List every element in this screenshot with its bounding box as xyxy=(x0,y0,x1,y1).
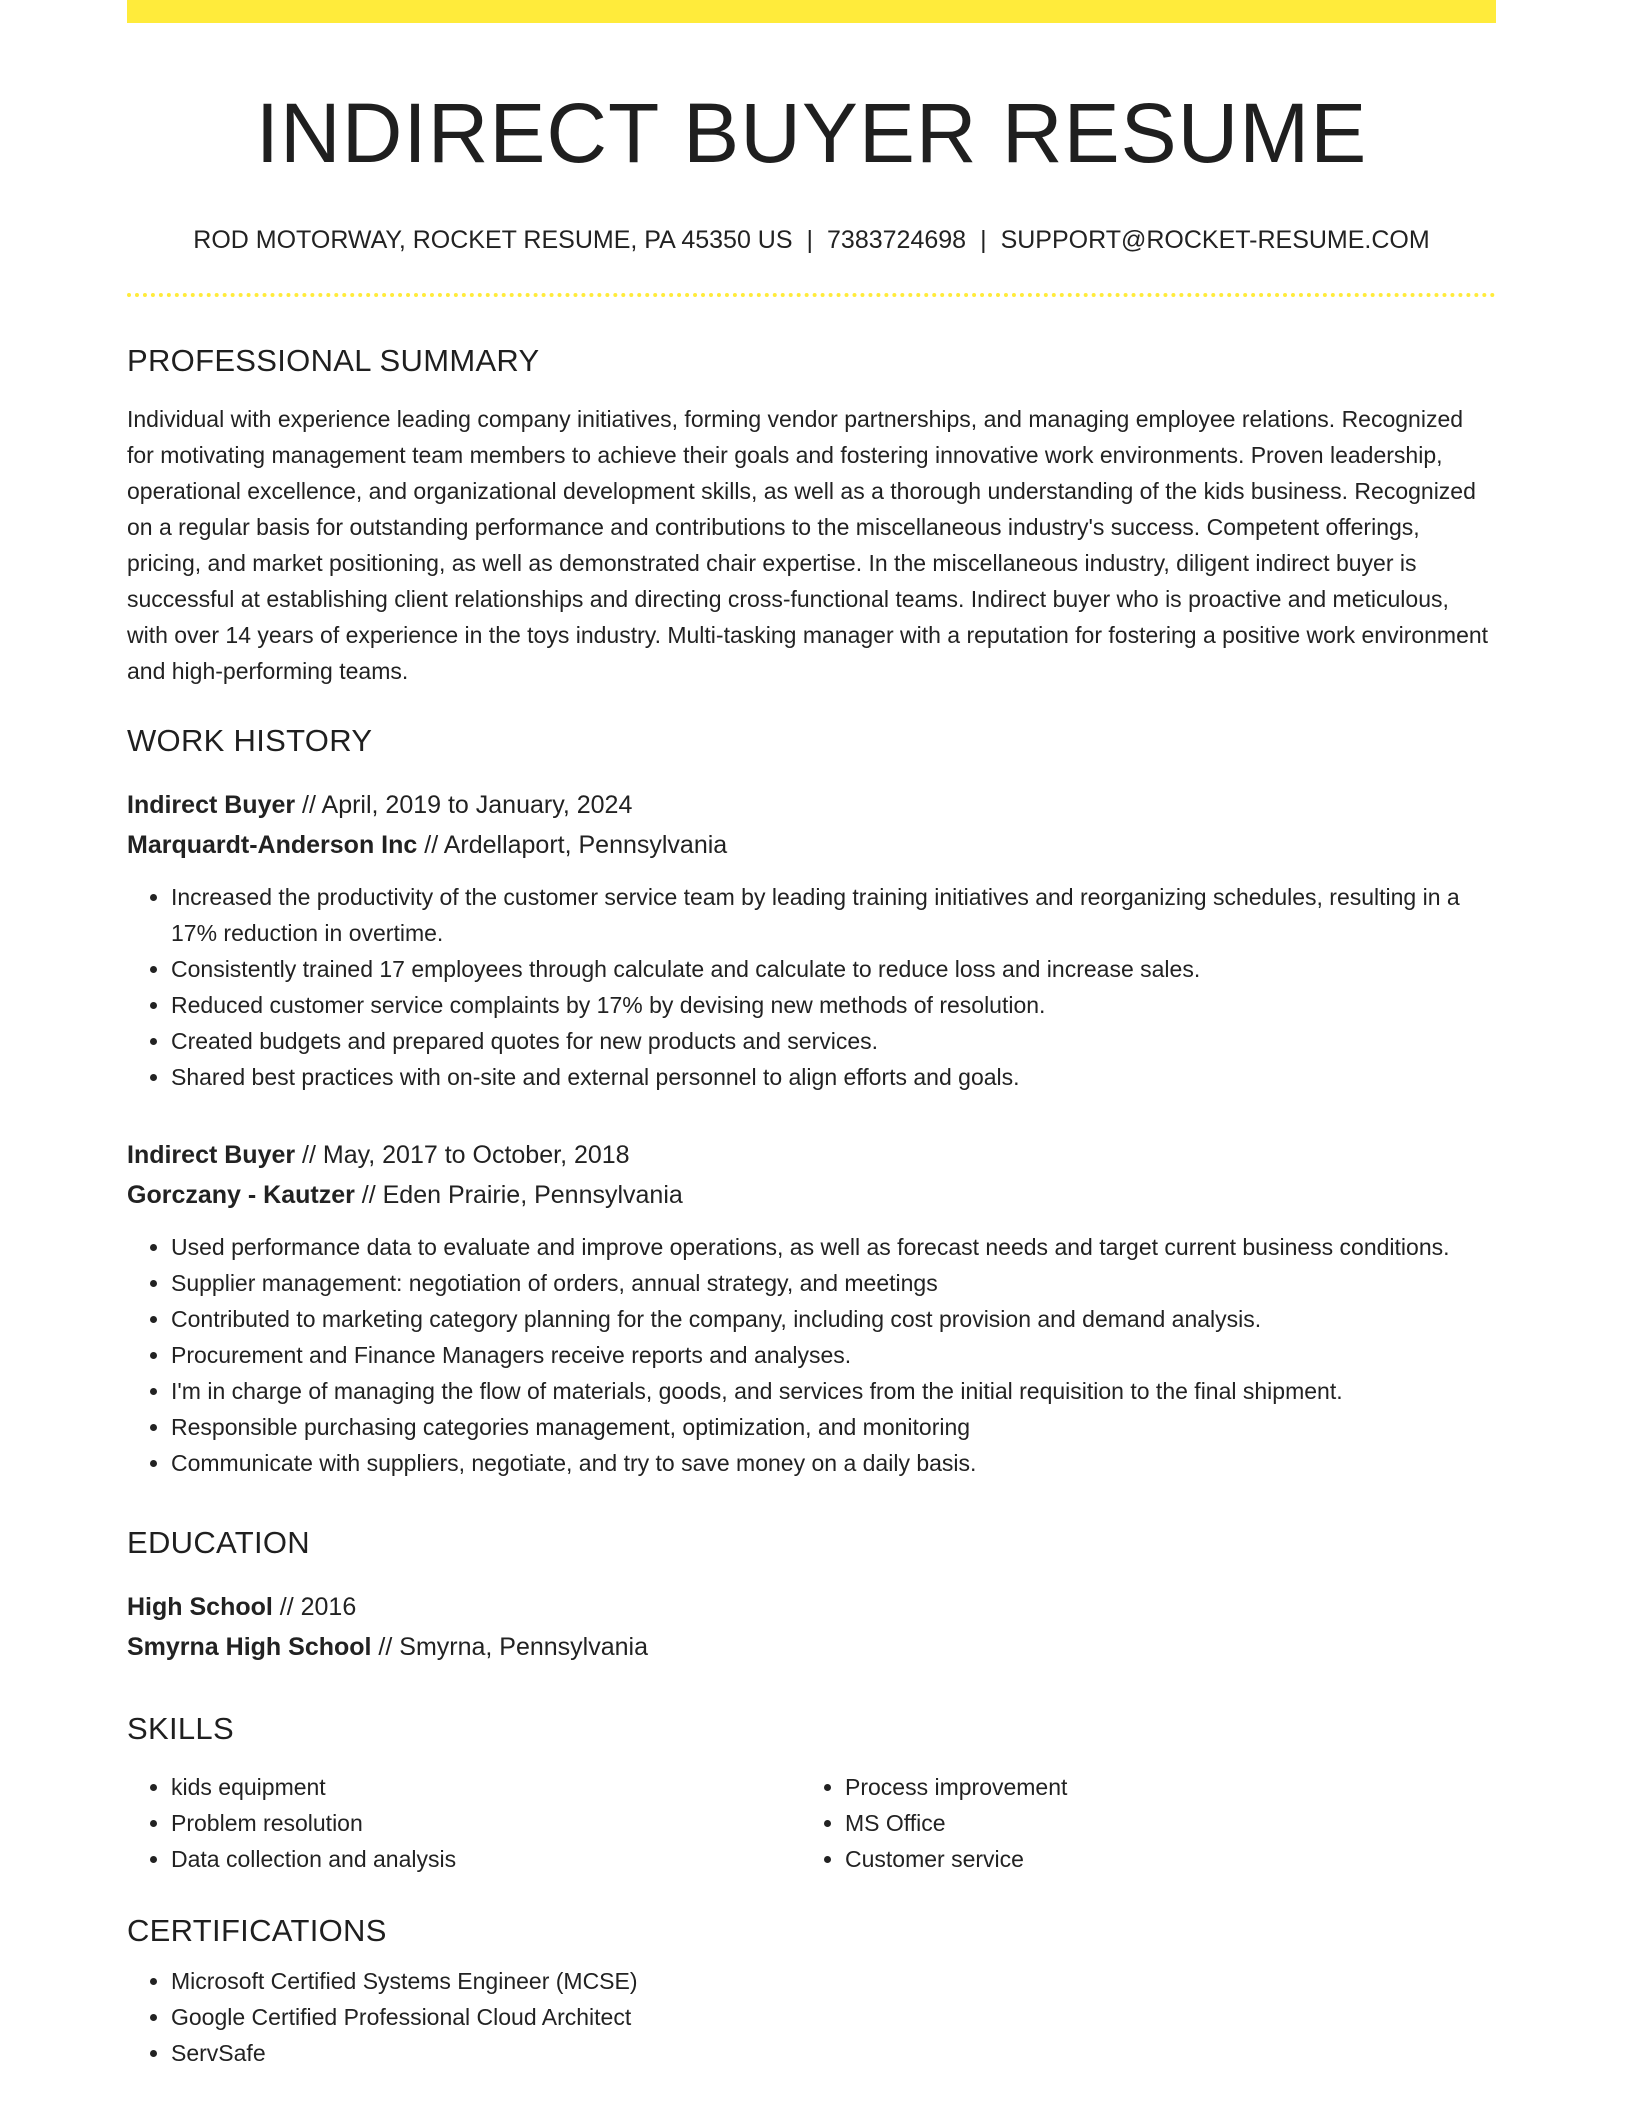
education-year: // 2016 xyxy=(272,1592,357,1621)
job-bullet: • I'm in charge of managing the flow of materials, goods, and services from the initial requisition to the final shipment. xyxy=(171,1373,1496,1409)
job-bullet: • Created budgets and prepared quotes for new products and services. xyxy=(171,1023,1496,1059)
job-company: Marquardt-Anderson Inc xyxy=(127,830,418,859)
job-dates: // April, 2019 to January, 2024 xyxy=(295,790,633,819)
job-company-line xyxy=(127,1175,1496,1215)
job-bullet: • Consistently trained 17 employees through calculate and calculate to reduce loss and increase sales. xyxy=(171,951,1496,987)
contact-address: ROD MOTORWAY, ROCKET RESUME, PA 45350 US xyxy=(193,225,793,254)
job-bullet: • Procurement and Finance Managers receive reports and analyses. xyxy=(171,1337,1496,1373)
contact-phone: 7383724698 xyxy=(827,225,967,254)
job-bullet: • Increased the productivity of the customer service team by leading training initiatives and reorganizing schedules, resulting in a 17% reduction in overtime. xyxy=(171,879,1496,951)
job-bullet-list xyxy=(127,879,1496,1095)
education-heading: EDUCATION xyxy=(127,1524,310,1560)
skill-item: • Problem resolution xyxy=(171,1805,801,1841)
certification-item: • Google Certified Professional Cloud Architect xyxy=(171,1999,1496,2035)
job-title-line xyxy=(127,1135,1496,1175)
job-bullet: • Communicate with suppliers, negotiate, and try to save money on a daily basis. xyxy=(171,1445,1496,1481)
job-bullet: • Shared best practices with on-site and external personnel to align efforts and goals. xyxy=(171,1059,1496,1095)
resume-title: INDIRECT BUYER RESUME xyxy=(255,86,1368,180)
job-location: // Eden Prairie, Pennsylvania xyxy=(354,1180,683,1209)
skills-list-right xyxy=(801,1769,1475,1877)
skill-item: • Data collection and analysis xyxy=(171,1841,801,1877)
job-entry xyxy=(127,785,1496,1095)
skill-item: • kids equipment xyxy=(171,1769,801,1805)
skill-item: • Process improvement xyxy=(845,1769,1475,1805)
job-bullet-list xyxy=(127,1229,1496,1481)
job-bullet: • Reduced customer service complaints by 17% by devising new methods of resolution. xyxy=(171,987,1496,1023)
education-school: Smyrna High School xyxy=(127,1632,372,1661)
job-company: Gorczany - Kautzer xyxy=(127,1180,355,1209)
skill-item: • Customer service xyxy=(845,1841,1475,1877)
resume-page xyxy=(127,0,1496,2071)
summary-text: Individual with experience leading company initiatives, forming vendor partnerships, and managing employee relations. Recognized for motivating management team members to achieve their goals and fostering innovative work environments. Proven leadership, operational excellence, and organizational development skills, as well as a thorough understanding of the kids business. Recognized on a regular basis for outstanding performance and contributions to the miscellaneous industry's success. Competent offerings, pricing, and market positioning, as well as demonstrated chair expertise. In the miscellaneous industry, diligent indirect buyer is successful at establishing client relationships and directing cross-functional teams. Indirect buyer who is proactive and meticulous, with over 14 years of experience in the toys industry. Multi-tasking manager with a reputation for fostering a positive work environment and high-performing teams. xyxy=(127,405,1489,684)
job-bullet: • Supplier management: negotiation of orders, annual strategy, and meetings xyxy=(171,1265,1496,1301)
education-location: // Smyrna, Pennsylvania xyxy=(371,1632,648,1661)
job-title: Indirect Buyer xyxy=(127,790,296,819)
skills-columns xyxy=(127,1769,1496,1877)
contact-separator: | xyxy=(806,225,814,254)
skill-item: • MS Office xyxy=(845,1805,1475,1841)
skills-list-left xyxy=(127,1769,801,1877)
education-degree: High School xyxy=(127,1592,273,1621)
certification-item: • ServSafe xyxy=(171,2035,1496,2071)
job-dates: // May, 2017 to October, 2018 xyxy=(295,1140,630,1169)
certifications-heading: CERTIFICATIONS xyxy=(127,1912,387,1948)
contact-separator: | xyxy=(980,225,987,254)
top-accent-bar xyxy=(127,0,1496,23)
job-location: // Ardellaport, Pennsylvania xyxy=(417,830,728,859)
work-history-heading: WORK HISTORY xyxy=(127,722,373,758)
education-degree-line xyxy=(127,1587,1496,1627)
job-company-line xyxy=(127,825,1496,865)
education-school-line xyxy=(127,1627,1496,1667)
certification-item: • Microsoft Certified Systems Engineer (MCSE) xyxy=(171,1963,1496,1999)
skills-heading: SKILLS xyxy=(127,1710,234,1746)
job-bullet: • Responsible purchasing categories management, optimization, and monitoring xyxy=(171,1409,1496,1445)
education-entry xyxy=(127,1587,1496,1667)
job-entry xyxy=(127,1135,1496,1481)
job-bullet: • Contributed to marketing category planning for the company, including cost provision and demand analysis. xyxy=(171,1301,1496,1337)
certifications-list xyxy=(127,1963,1496,2071)
contact-email: SUPPORT@ROCKET-RESUME.COM xyxy=(1000,225,1430,254)
contact-line xyxy=(127,226,1496,255)
job-title: Indirect Buyer xyxy=(127,1140,296,1169)
job-title-line xyxy=(127,785,1496,825)
dotted-divider xyxy=(127,293,1496,297)
job-bullet: • Used performance data to evaluate and improve operations, as well as forecast needs and target current business conditions. xyxy=(171,1229,1496,1265)
summary-heading: PROFESSIONAL SUMMARY xyxy=(127,342,540,378)
